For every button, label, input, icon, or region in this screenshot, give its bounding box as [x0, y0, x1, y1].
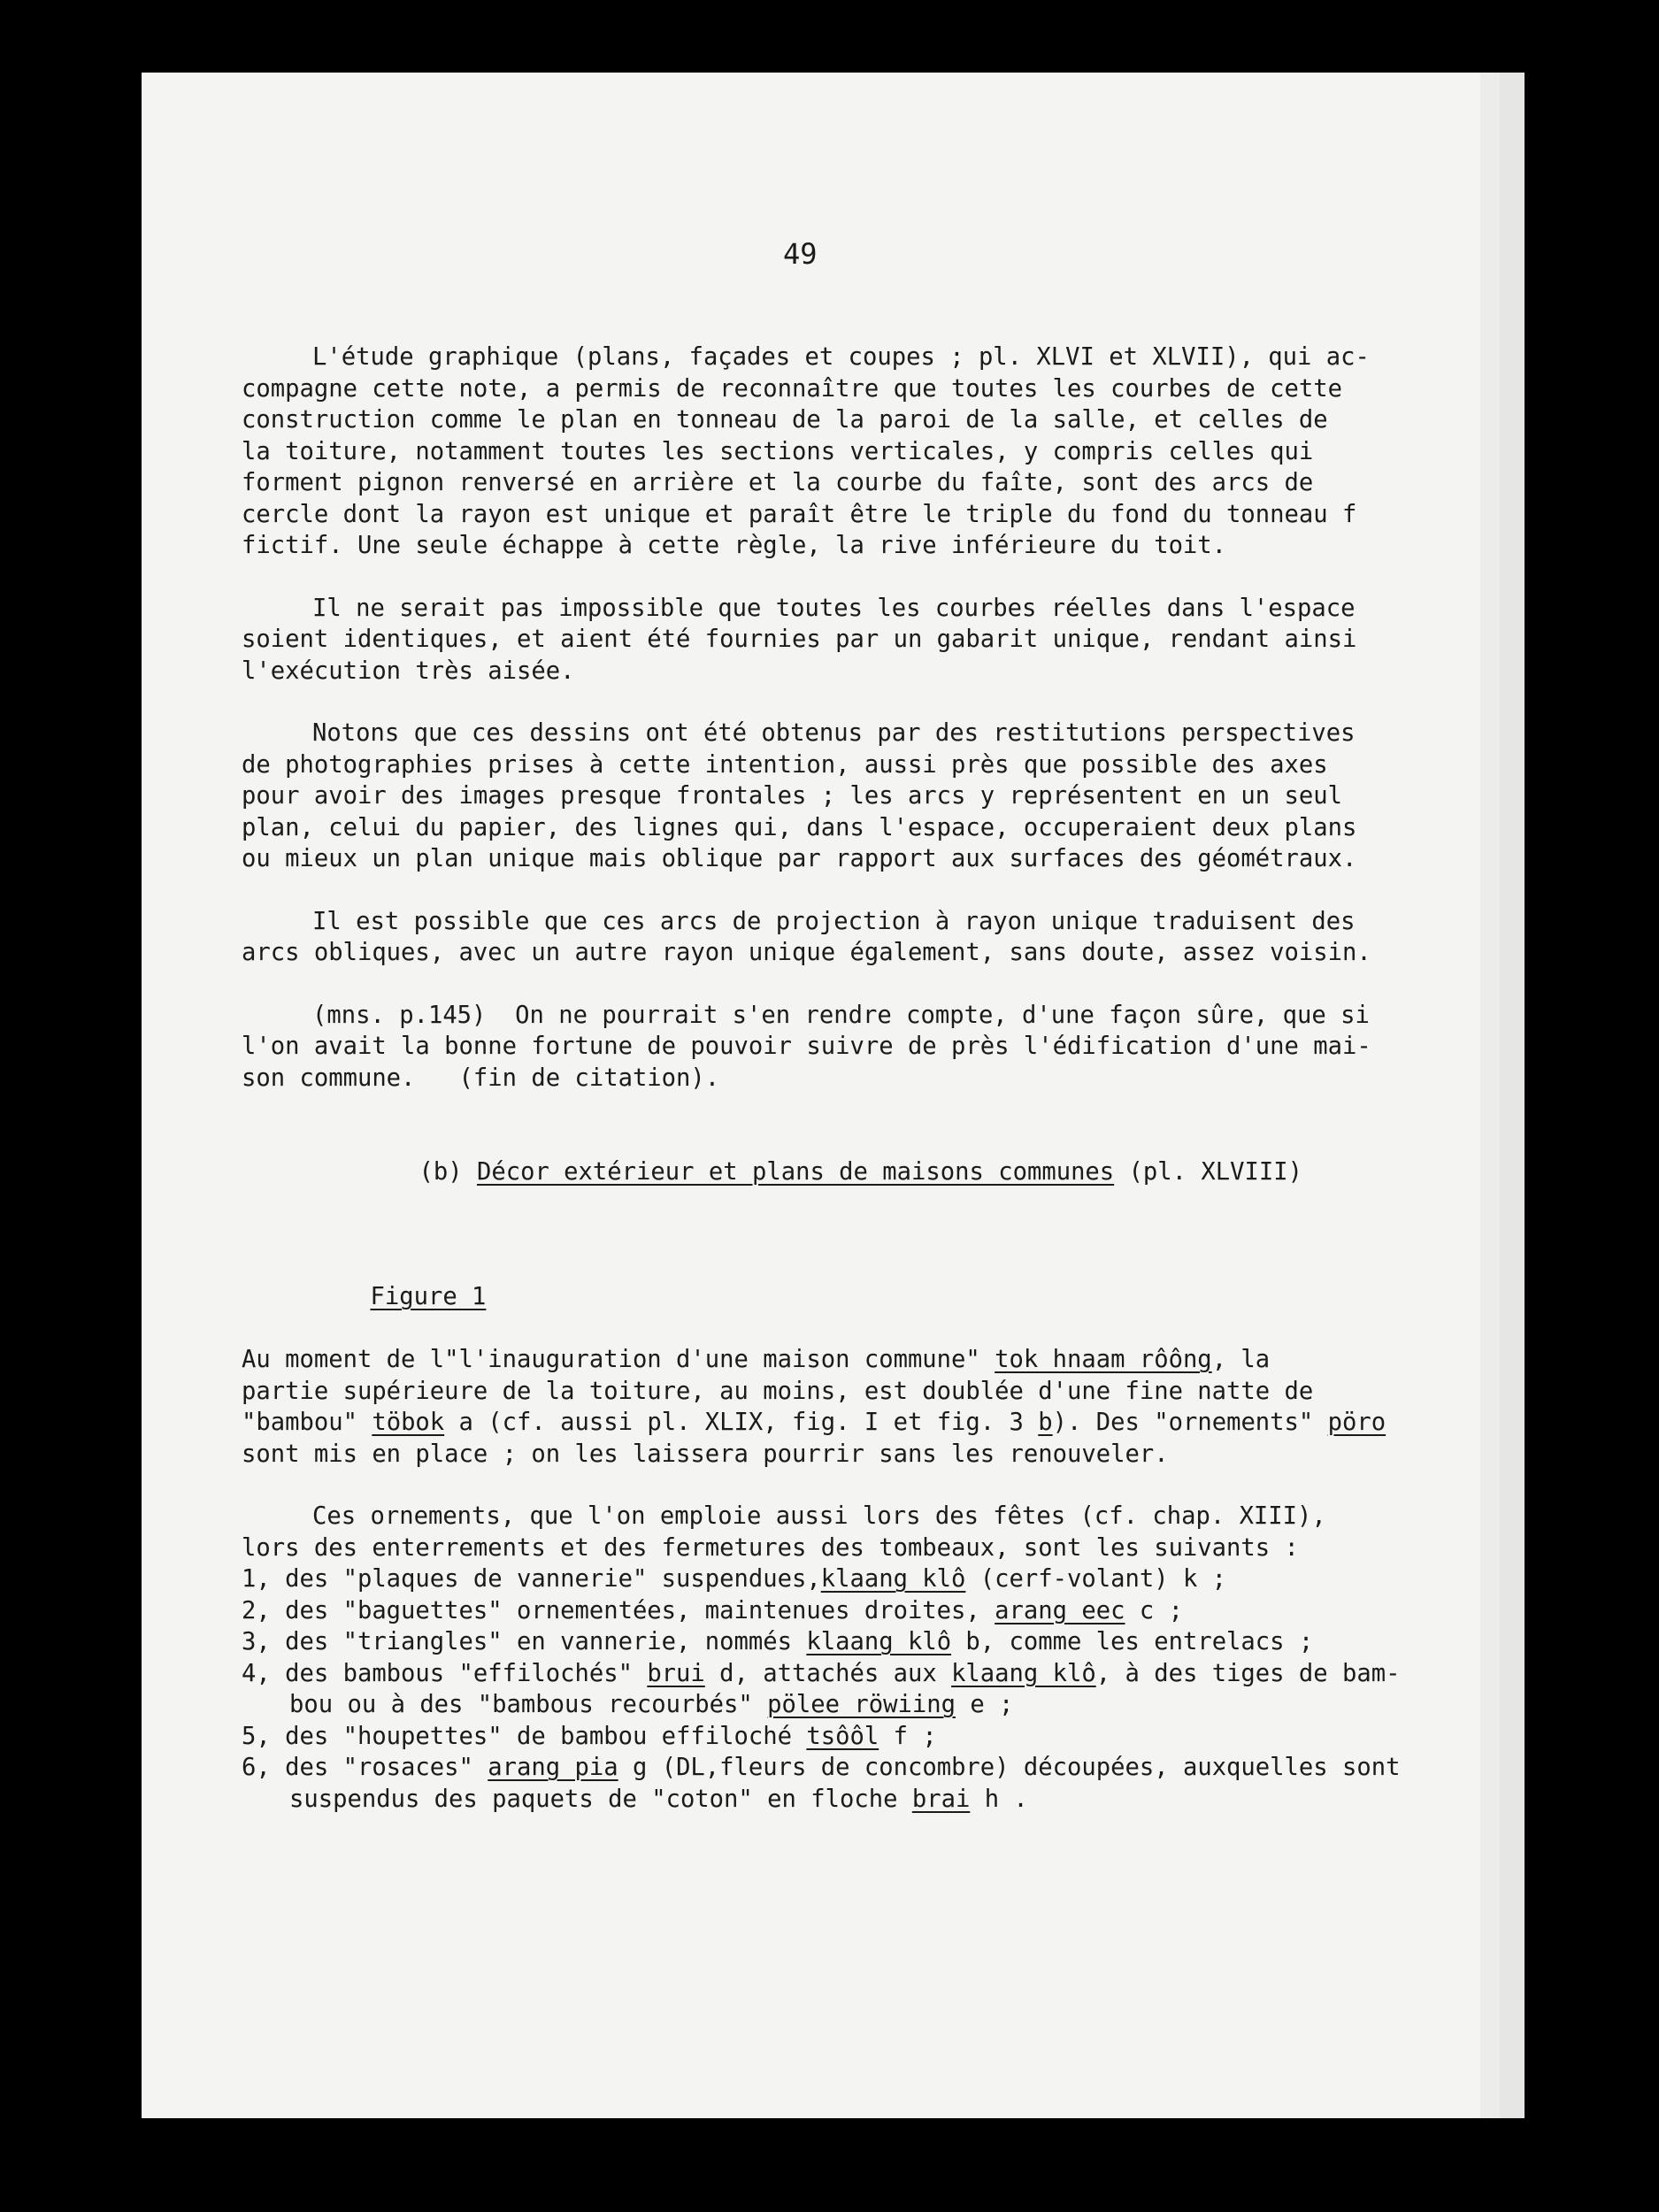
- figure-line: Au moment de l"l'inauguration d'une maison commune" tok hnaam rôông, la: [242, 1346, 1271, 1373]
- text-line: L'étude graphique (plans, façades et coupes ; pl. XLVI et XLVII), qui ac-: [312, 343, 1370, 371]
- text-line: Notons que ces dessins ont été obtenus par des restitutions perspectives: [312, 719, 1356, 747]
- list-item: 1, des "plaques de vannerie" suspendues,klaang klô (cerf-volant) k ;: [242, 1565, 1227, 1593]
- text-line: compagne cette note, a permis de reconnaître que toutes les courbes de cette: [242, 374, 1342, 403]
- ornaments-intro: lors des enterrements et des fermetures des tombeaux, sont les suivants :: [242, 1533, 1299, 1562]
- document-body: [242, 342, 1427, 1815]
- page-edge: [1500, 73, 1525, 2118]
- list-item-continuation: suspendus des paquets de "coton" en floche brai h .: [289, 1785, 1028, 1813]
- list-item: 6, des "rosaces" arang pia g (DL,fleurs de concombre) découpées, auxquelles sont: [242, 1754, 1401, 1781]
- list-item: 3, des "triangles" en vannerie, nommés klaang klô b, comme les entrelacs ;: [242, 1628, 1314, 1655]
- paragraph-2: [171, 593, 1427, 687]
- page-number: 49: [783, 237, 818, 271]
- text-line: forment pignon renversé en arrière et la courbe du faîte, sont des arcs de: [242, 469, 1314, 496]
- list-item-continuation: bou ou à des "bambous recourbés" pölee röwiing e ;: [289, 1691, 1014, 1718]
- text-line: l'exécution très aisée.: [242, 657, 575, 685]
- paragraph-1: [242, 342, 1427, 562]
- text-line: la toiture, notamment toutes les sections verticales, y compris celles qui: [242, 437, 1314, 465]
- text-line: construction comme le plan en tonneau de la paroi de la salle, et celles de: [242, 406, 1328, 434]
- text-line: ou mieux un plan unique mais oblique par rapport aux surfaces des géométraux.: [242, 845, 1357, 872]
- paragraph-4: [242, 906, 1427, 969]
- figure-label: Figure 1: [370, 1283, 487, 1310]
- section-heading: (b) Décor extérieur et plans de maisons communes (pl. XLVIII): [419, 1157, 1302, 1186]
- text-line: (mns. p.145) On ne pourrait s'en rendre compte, d'une façon sûre, que si: [312, 1001, 1370, 1029]
- figure-line: sont mis en place ; on les laissera pourrir sans les renouveler.: [242, 1440, 1169, 1468]
- text-line: pour avoir des images presque frontales ; les arcs y représentent en un seul: [242, 782, 1342, 810]
- text-line: fictif. Une seule échappe à cette règle, la rive inférieure du toit.: [242, 532, 1227, 559]
- text-line: de photographies prises à cette intention, aussi près que possible des axes: [242, 750, 1328, 779]
- text-line: Il ne serait pas impossible que toutes les courbes réelles dans l'espace: [312, 594, 1356, 622]
- text-line: cercle dont la rayon est unique et paraît être le triple du fond du tonneau f: [242, 500, 1357, 528]
- paragraph-5: [242, 1000, 1427, 1094]
- text-line: Il est possible que ces arcs de projection à rayon unique traduisent des: [312, 907, 1356, 935]
- text-line: soient identiques, et aient été fournies par un gabarit unique, rendant ainsi: [242, 626, 1357, 653]
- text-line: l'on avait la bonne fortune de pouvoir suivre de près l'édification d'une mai-: [242, 1033, 1371, 1060]
- list-item: 4, des bambous "effilochés" brui d, attachés aux klaang klô, à des tiges de bam-: [242, 1659, 1401, 1687]
- list-item: 2, des "baguettes" ornementées, maintenues droites, arang eec c ;: [242, 1596, 1183, 1624]
- text-line: arcs obliques, avec un autre rayon unique également, sans doute, assez voisin.: [242, 939, 1371, 966]
- text-line: plan, celui du papier, des lignes qui, dans l'espace, occuperaient deux plans: [242, 813, 1357, 841]
- text-line: son commune. (fin de citation).: [242, 1064, 720, 1092]
- figure-line: partie supérieure de la toiture, au moins, est doublée d'une fine natte de: [242, 1377, 1314, 1405]
- figure-line: "bambou" töbok a (cf. aussi pl. XLIX, fig. I et fig. 3 b). Des "ornements" pöro: [242, 1409, 1386, 1436]
- paragraph-3: [242, 718, 1427, 875]
- list-item: 5, des "houpettes" de bambou effiloché tsôôl f ;: [242, 1722, 937, 1750]
- ornaments-intro: Ces ornements, que l'on emploie aussi lors des fêtes (cf. chap. XIII),: [312, 1502, 1326, 1530]
